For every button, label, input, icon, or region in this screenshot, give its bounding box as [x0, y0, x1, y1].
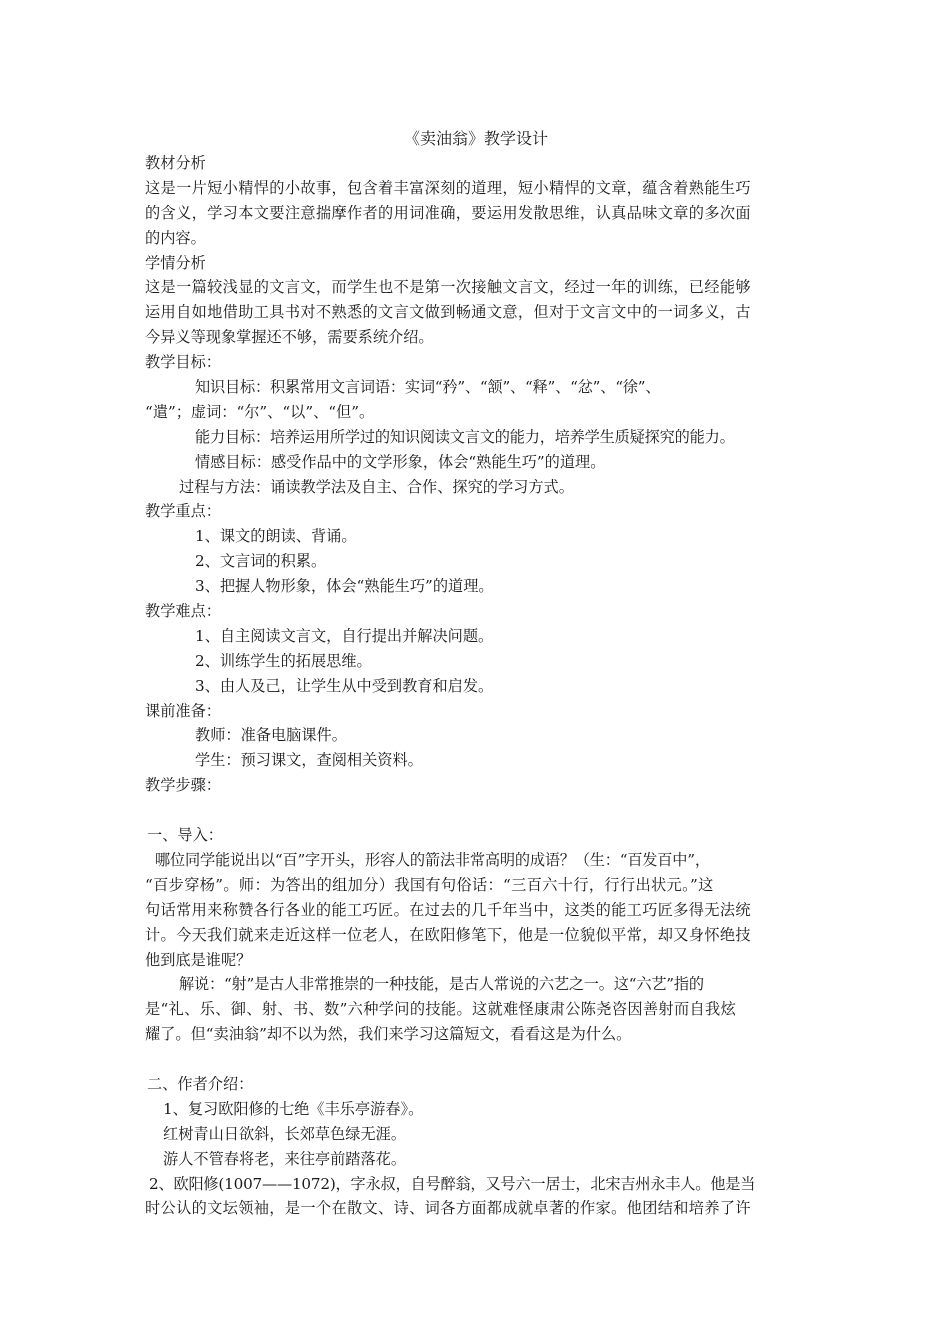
blank-line: [145, 798, 807, 823]
paragraph-line: 的含义，学习本文要注意揣摩作者的用词准确，要运用发散思维，认真品味文章的多次面: [145, 203, 751, 222]
section-heading-difficulties: 教学难点：: [145, 602, 221, 621]
section-heading-material: 教材分析: [145, 154, 206, 172]
paragraph-line: 句话常用来称赞各行各业的能工巧匠。在过去的几千年当中，这类的能工巧匠多得无法统: [145, 900, 751, 919]
blank-line: [145, 1047, 807, 1072]
paragraph-line: “百步穿杨”。师：为答出的组加分）我国有句俗话：“三百六十行，行行出状元。”这: [145, 875, 714, 894]
section-heading-key-points: 教学重点：: [145, 502, 221, 521]
poem-line: 红树青山日欲斜，长郊草色绿无涯。: [163, 1124, 406, 1143]
paragraph-line: 哪位同学能说出以“百”字开头，形容人的箭法非常高明的成语？（生：“百发百中”，: [155, 850, 710, 869]
goal-knowledge-continued: “遣”；虚词：“尔”、“以”、“但”。: [145, 402, 375, 421]
section-heading-students: 学情分析: [145, 253, 206, 272]
goal-knowledge: 知识目标：积累常用文言词语：实词“矜”、“颔”、“释”、“忿”、“徐”、: [195, 378, 661, 397]
section-heading-preparation: 课前准备：: [145, 701, 221, 720]
paragraph-line: 他到底是谁呢？: [145, 950, 252, 969]
author-bio-line: 2、欧阳修(1007——1072)，字永叔，自号醉翁，又号六一居士，北宋吉州永丰人。他是当: [149, 1174, 756, 1193]
section-heading-steps: 教学步骤：: [145, 776, 221, 795]
paragraph-line: 运用自如地借助工具书对不熟悉的文言文做到畅通文意，但对于文言文中的一词多义，古: [145, 303, 751, 322]
explain-line: 耀了。但“卖油翁”却不以为然，我们来学习这篇短文，看看这是为什么。: [145, 1025, 632, 1044]
paragraph-line: 这是一片短小精悍的小故事，包含着丰富深刻的道理，短小精悍的文章，蕴含着熟能生巧: [145, 178, 751, 197]
poem-line: 游人不管春将老，来往亭前踏落花。: [163, 1149, 406, 1168]
document-body: [145, 126, 807, 1221]
explain-line: 是“礼、乐、御、射、书、数”六种学问的技能。这就难怪康肃公陈尧咨因善射而自我炫: [145, 1000, 737, 1019]
section-heading-author: 二、作者介绍：: [147, 1074, 254, 1093]
goal-emotion: 情感目标：感受作品中的文学形象，体会“熟能生巧”的道理。: [195, 452, 606, 471]
section-heading-intro: 一、导入：: [147, 826, 223, 845]
key-point-item: 2、文言词的积累。: [195, 552, 327, 571]
author-review: 1、复习欧阳修的七绝《丰乐亭游春》。: [163, 1099, 424, 1118]
key-point-item: 1、课文的朗读、背诵。: [195, 527, 357, 546]
paragraph-line: 的内容。: [145, 228, 206, 247]
goal-ability: 能力目标：培养运用所学过的知识阅读文言文的能力，培养学生质疑探究的能力。: [195, 427, 735, 446]
explain-line: 解说：“射”是古人非常推崇的一种技能，是古人常说的六艺之一。这“六艺”指的: [179, 975, 704, 994]
difficulty-item: 1、自主阅读文言文，自行提出并解决问题。: [195, 626, 494, 645]
paragraph-line: 今异义等现象掌握还不够，需要系统介绍。: [145, 328, 434, 347]
paragraph-line: 这是一篇较浅显的文言文，而学生也不是第一次接触文言文，经过一年的训练，已经能够: [145, 278, 751, 297]
difficulty-item: 2、训练学生的拓展思维。: [195, 651, 372, 670]
preparation-student: 学生：预习课文，查阅相关资料。: [195, 751, 423, 770]
paragraph-line: 计。今天我们就来走近这样一位老人，在欧阳修笔下，他是一位貌似平常，却又身怀绝技: [145, 925, 751, 944]
difficulty-item: 3、由人及己，让学生从中受到教育和启发。: [195, 676, 494, 695]
key-point-item: 3、把握人物形象，体会“熟能生巧”的道理。: [195, 577, 494, 596]
goal-process: 过程与方法：诵读教学法及自主、合作、探究的学习方式。: [179, 477, 574, 496]
section-heading-goals: 教学目标：: [145, 353, 221, 372]
preparation-teacher: 教师：准备电脑课件。: [195, 726, 347, 745]
author-bio-line: 时公认的文坛领袖，是一个在散文、诗、词各方面都成就卓著的作家。他团结和培养了许: [145, 1199, 751, 1218]
document-title: 《卖油翁》教学设计: [403, 129, 548, 148]
